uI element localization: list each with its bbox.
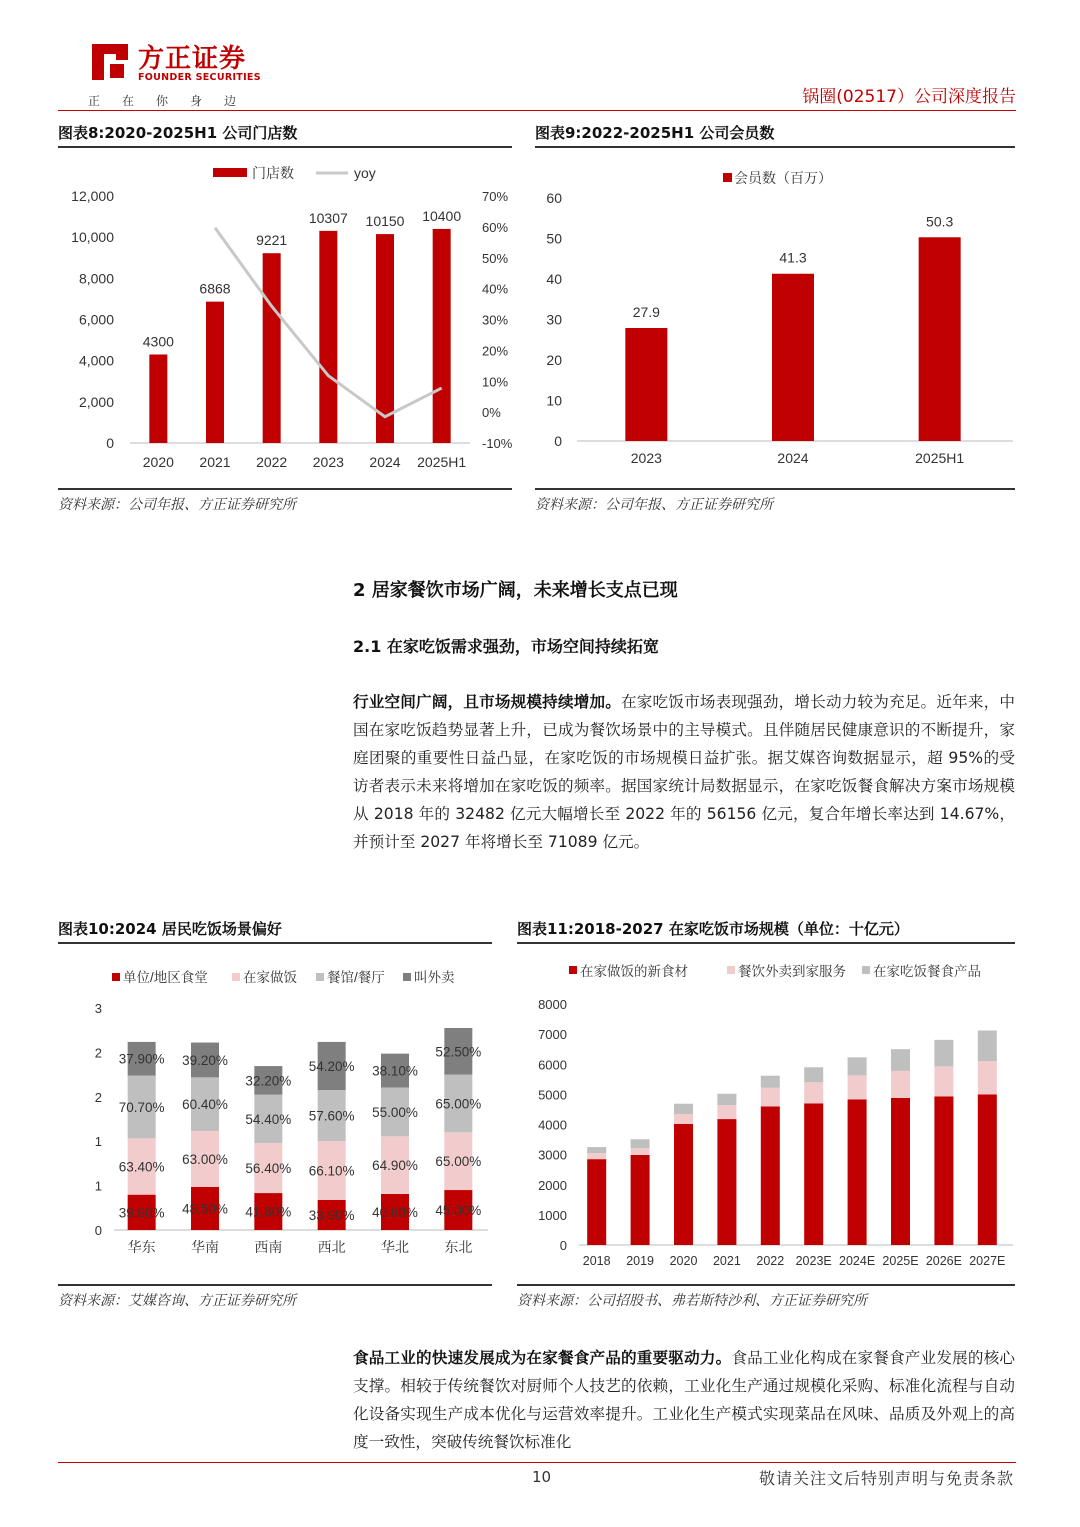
fig9-chart [535, 150, 1015, 485]
paragraph-industry-lead: 食品工业的快速发展成为在家餐食产品的重要驱动力。 [353, 1349, 732, 1367]
bar-segment [891, 1071, 910, 1098]
x-tick-label: 华北 [381, 1239, 409, 1255]
slogan-char: 边 [224, 94, 237, 108]
y-tick-label: 30 [546, 311, 562, 328]
y-tick-label: 50 [546, 230, 562, 247]
legend-swatch [862, 966, 870, 974]
y-tick-label: 4,000 [78, 352, 114, 369]
bar-stores [433, 229, 451, 443]
fig10-source: 资料来源：艾媒咨询、方正证券研究所 [58, 1293, 296, 1309]
fig9-title: 图表9:2022-2025H1 公司会员数 [535, 124, 775, 142]
fig11-title: 图表11:2018-2027 在家吃饭市场规模（单位：十亿元） [517, 920, 909, 938]
legend-label-yoy: yoy [354, 165, 376, 181]
fig8-title-rule [58, 146, 512, 148]
legend-label: 单位/地区食堂 [123, 970, 208, 985]
bar-segment [631, 1139, 650, 1148]
legend-swatch [232, 973, 240, 981]
y-tick-label: 0 [94, 1223, 102, 1238]
bar-segment [587, 1153, 606, 1159]
bar-stores [206, 302, 224, 443]
y2-tick-label: 70% [482, 189, 509, 204]
fig10-title-rule [58, 942, 492, 944]
x-tick-label: 2019 [626, 1254, 655, 1268]
bar-segment [848, 1099, 867, 1245]
bar-segment [761, 1106, 780, 1245]
bar-segment [804, 1103, 823, 1245]
legend-swatch [316, 973, 324, 981]
paragraph-market-lead: 行业空间广阔，且市场规模持续增加。 [353, 693, 622, 711]
bar-members [772, 274, 814, 441]
data-label: 27.9 [632, 304, 660, 321]
y2-tick-label: 50% [482, 250, 509, 266]
data-label: 10400 [422, 207, 462, 224]
data-label: 54.20% [308, 1058, 355, 1074]
y2-tick-label: -10% [482, 436, 512, 451]
bar-members [625, 328, 667, 441]
x-tick-label: 2025H1 [915, 450, 965, 466]
y-tick-label: 2 [94, 1045, 102, 1061]
x-tick-label: 2021 [199, 454, 231, 470]
legend-label: 在家吃饭餐食产品 [873, 964, 981, 979]
y2-tick-label: 30% [482, 312, 509, 328]
data-label: 65.00% [435, 1154, 482, 1170]
bar-segment [587, 1159, 606, 1245]
data-label: 65.00% [435, 1096, 482, 1112]
x-tick-label: 2022 [756, 1254, 785, 1268]
legend-label-stores: 门店数 [252, 165, 294, 181]
fig8-source-rule [58, 488, 512, 490]
data-label: 48.50% [182, 1201, 228, 1217]
bar-segment [717, 1094, 736, 1105]
y-tick-label: 10 [546, 392, 562, 409]
data-label: 70.70% [118, 1099, 165, 1115]
y-tick-label: 0 [106, 435, 114, 451]
bar-segment [631, 1155, 650, 1245]
data-label: 66.10% [308, 1163, 355, 1179]
legend-swatch-stores [213, 168, 247, 177]
fig11-source-rule [517, 1284, 1015, 1286]
x-tick-label: 2024 [369, 454, 401, 470]
data-label: 10150 [365, 213, 405, 230]
legend-swatch-members [723, 173, 732, 182]
bar-stores [319, 231, 337, 443]
data-label: 39.20% [182, 1052, 228, 1068]
y-tick-label: 2,000 [78, 393, 114, 410]
x-tick-label: 2020 [142, 454, 174, 470]
x-tick-label: 2026E [925, 1254, 962, 1268]
legend-label: 餐饮外卖到家服务 [738, 964, 846, 979]
bar-segment [717, 1105, 736, 1119]
legend-label: 餐馆/餐厅 [327, 970, 385, 985]
y2-tick-label: 10% [482, 374, 509, 390]
y-tick-label: 1 [94, 1178, 102, 1194]
y2-tick-label: 40% [482, 281, 509, 297]
y-tick-label: 3 [94, 1001, 102, 1016]
bar-segment [631, 1148, 650, 1155]
data-label: 33.90% [308, 1207, 355, 1223]
y-tick-label: 20 [546, 352, 562, 368]
bar-segment [978, 1061, 997, 1094]
data-label: 6868 [199, 280, 231, 297]
paragraph-market-body: 在家吃饭市场表现强劲，增长动力较为充足。近年来，中国在家吃饭趋势显著上升，已成为餐饮场景中的主导模式。且伴随居民健康意识的不断提升，家庭团聚的重要性日益凸显，在家吃饭的市场规模日益扩张。据艾媒咨询数据显示，超 95%的受访者表示未来将增加在家吃饭的频率。据国家统计局数据显示，在家吃饭餐食解决方案市场规模从 2018 年的 32482 亿元大幅增长至 2022 年的 56156 亿元，复合年增长率达到 14.67%，并预计至 2027 年将增长至 71089 亿元。 [353, 693, 1015, 851]
x-tick-label: 2025H1 [417, 454, 467, 470]
bar-segment [804, 1082, 823, 1103]
paragraph-market [353, 688, 1015, 884]
disclaimer-note: 敬请关注文后特别声明与免责条款 [758, 1469, 1014, 1488]
page-number: 10 [532, 1468, 552, 1486]
bar-segment [804, 1067, 823, 1082]
y-tick-label: 8,000 [78, 270, 114, 287]
fig8-source: 资料来源：公司年报、方正证券研究所 [58, 497, 296, 513]
y-tick-label: 40 [546, 271, 562, 287]
bar-segment [848, 1075, 867, 1099]
x-tick-label: 2023E [795, 1254, 832, 1268]
bar-segment [978, 1094, 997, 1245]
fig9-source: 资料来源：公司年报、方正证券研究所 [535, 497, 773, 513]
y-tick-label: 0 [559, 1238, 567, 1253]
y-tick-label: 6,000 [78, 311, 114, 328]
x-tick-label: 2021 [712, 1254, 741, 1268]
bar-segment [978, 1031, 997, 1062]
data-label: 38.10% [372, 1063, 418, 1079]
y-tick-label: 7000 [538, 1027, 567, 1043]
x-tick-label: 2027E [969, 1254, 1006, 1268]
fig10-chart [58, 946, 492, 1282]
founder-logo-icon [88, 40, 132, 84]
y2-tick-label: 20% [482, 343, 509, 359]
y-tick-label: 10,000 [71, 229, 114, 246]
bar-segment [761, 1088, 780, 1107]
x-tick-label: 西南 [254, 1239, 283, 1255]
bar-stores [263, 253, 281, 443]
data-label: 56.40% [245, 1161, 292, 1177]
data-label: 40.60% [372, 1204, 418, 1220]
fig8-chart [58, 150, 512, 485]
data-label: 55.00% [372, 1104, 418, 1120]
fig8-title: 图表8:2020-2025H1 公司门店数 [58, 124, 298, 142]
x-tick-label: 2024E [839, 1254, 876, 1268]
bar-stores [149, 354, 167, 443]
y-tick-label: 1 [94, 1134, 102, 1150]
bar-segment [761, 1076, 780, 1088]
y-tick-label: 3000 [538, 1147, 567, 1163]
x-tick-label: 2022 [256, 454, 288, 470]
bar-segment [934, 1066, 953, 1096]
x-tick-label: 2023 [312, 454, 344, 470]
data-label: 39.80% [118, 1205, 165, 1221]
slogan [88, 92, 258, 109]
legend-label-members: 会员数（百万） [734, 170, 832, 186]
y-tick-label: 0 [554, 433, 562, 449]
data-label: 32.20% [245, 1073, 292, 1089]
bar-segment [674, 1124, 693, 1245]
x-tick-label: 2025E [882, 1254, 919, 1268]
brand-name-cn: 方正证券 [138, 44, 247, 74]
legend-swatch [569, 966, 577, 974]
fig10-source-rule [58, 1284, 492, 1286]
data-label: 57.60% [308, 1108, 355, 1124]
legend-swatch [403, 973, 411, 981]
bar-segment [934, 1040, 953, 1067]
y-tick-label: 60 [546, 190, 562, 206]
data-label: 63.00% [182, 1151, 228, 1167]
fig11-chart [517, 946, 1015, 1282]
x-tick-label: 2024 [777, 450, 809, 466]
x-tick-label: 2018 [582, 1254, 611, 1268]
y-tick-label: 2 [94, 1089, 102, 1105]
header-divider [58, 110, 1016, 111]
legend-label: 叫外卖 [414, 970, 455, 985]
x-tick-label: 2023 [630, 450, 662, 466]
bar-segment [717, 1119, 736, 1245]
paragraph-industry-body: 食品工业化构成在家餐食产业发展的核心支撑。相较于传统餐饮对厨师个人技艺的依赖，工业化生产通过规模化采购、标准化流程与自动化设备实现生产成本优化与运营效率提升。工业化生产模式实现菜品在风味、品质及外观上的高度一致性，突破传统餐饮标准化 [353, 1349, 1015, 1451]
data-label: 41.60% [245, 1204, 292, 1220]
legend-label: 在家做饭 [243, 970, 297, 985]
data-label: 4300 [142, 333, 174, 350]
bar-segment [674, 1104, 693, 1114]
data-label: 9221 [256, 232, 288, 249]
data-label: 63.40% [118, 1159, 165, 1175]
legend-swatch [112, 973, 120, 981]
x-tick-label: 华东 [127, 1239, 156, 1255]
y-tick-label: 4000 [538, 1117, 567, 1133]
data-label: 41.3 [779, 249, 807, 266]
bar-segment [674, 1114, 693, 1124]
bar-segment [848, 1057, 867, 1075]
section-heading-2-1: 2.1 在家吃饭需求强劲，市场空间持续拓宽 [353, 637, 659, 656]
brand-name-en: FOUNDER SECURITIES [138, 72, 261, 83]
footer-divider [58, 1462, 1016, 1463]
data-label: 50.3 [926, 213, 954, 230]
legend-label: 在家做饭的新食材 [580, 964, 688, 979]
bar-segment [934, 1096, 953, 1245]
fig9-source-rule [535, 488, 1015, 490]
slogan-char: 正 [88, 94, 101, 108]
y2-tick-label: 0% [482, 405, 501, 421]
y-tick-label: 5000 [538, 1087, 567, 1103]
y2-tick-label: 60% [482, 219, 509, 235]
paragraph-industry [353, 1344, 1015, 1456]
x-tick-label: 西北 [317, 1239, 346, 1255]
data-label: 52.50% [435, 1044, 482, 1060]
data-label: 10307 [308, 209, 348, 226]
fig10-title: 图表10:2024 居民吃饭场景偏好 [58, 920, 282, 938]
x-tick-label: 华南 [191, 1239, 219, 1255]
x-tick-label: 东北 [444, 1239, 473, 1255]
fig11-title-rule [517, 942, 1015, 944]
y-tick-label: 2000 [538, 1177, 567, 1193]
y-tick-label: 6000 [538, 1057, 567, 1073]
y-tick-label: 8000 [538, 997, 567, 1012]
data-label: 54.40% [245, 1111, 292, 1127]
data-label: 45.00% [435, 1203, 482, 1219]
slogan-char: 身 [190, 94, 203, 108]
y-tick-label: 12,000 [71, 188, 114, 204]
bar-members [919, 237, 961, 441]
bar-segment [891, 1098, 910, 1245]
fig11-source: 资料来源：公司招股书、弗若斯特沙利、方正证券研究所 [517, 1293, 867, 1309]
legend-swatch [727, 966, 735, 974]
fig9-title-rule [535, 146, 1015, 148]
data-label: 60.40% [182, 1097, 228, 1113]
bar-segment [891, 1049, 910, 1071]
bar-segment [587, 1147, 606, 1153]
data-label: 37.90% [118, 1051, 165, 1067]
x-tick-label: 2020 [669, 1254, 698, 1268]
section-heading-2: 2 居家餐饮市场广阔，未来增长支点已现 [353, 580, 678, 601]
slogan-char: 在 [122, 94, 135, 108]
report-tag: 锅圈(02517）公司深度报告 [802, 87, 1016, 107]
y-tick-label: 1000 [538, 1207, 567, 1223]
slogan-char: 你 [156, 94, 169, 108]
data-label: 64.90% [372, 1158, 418, 1174]
